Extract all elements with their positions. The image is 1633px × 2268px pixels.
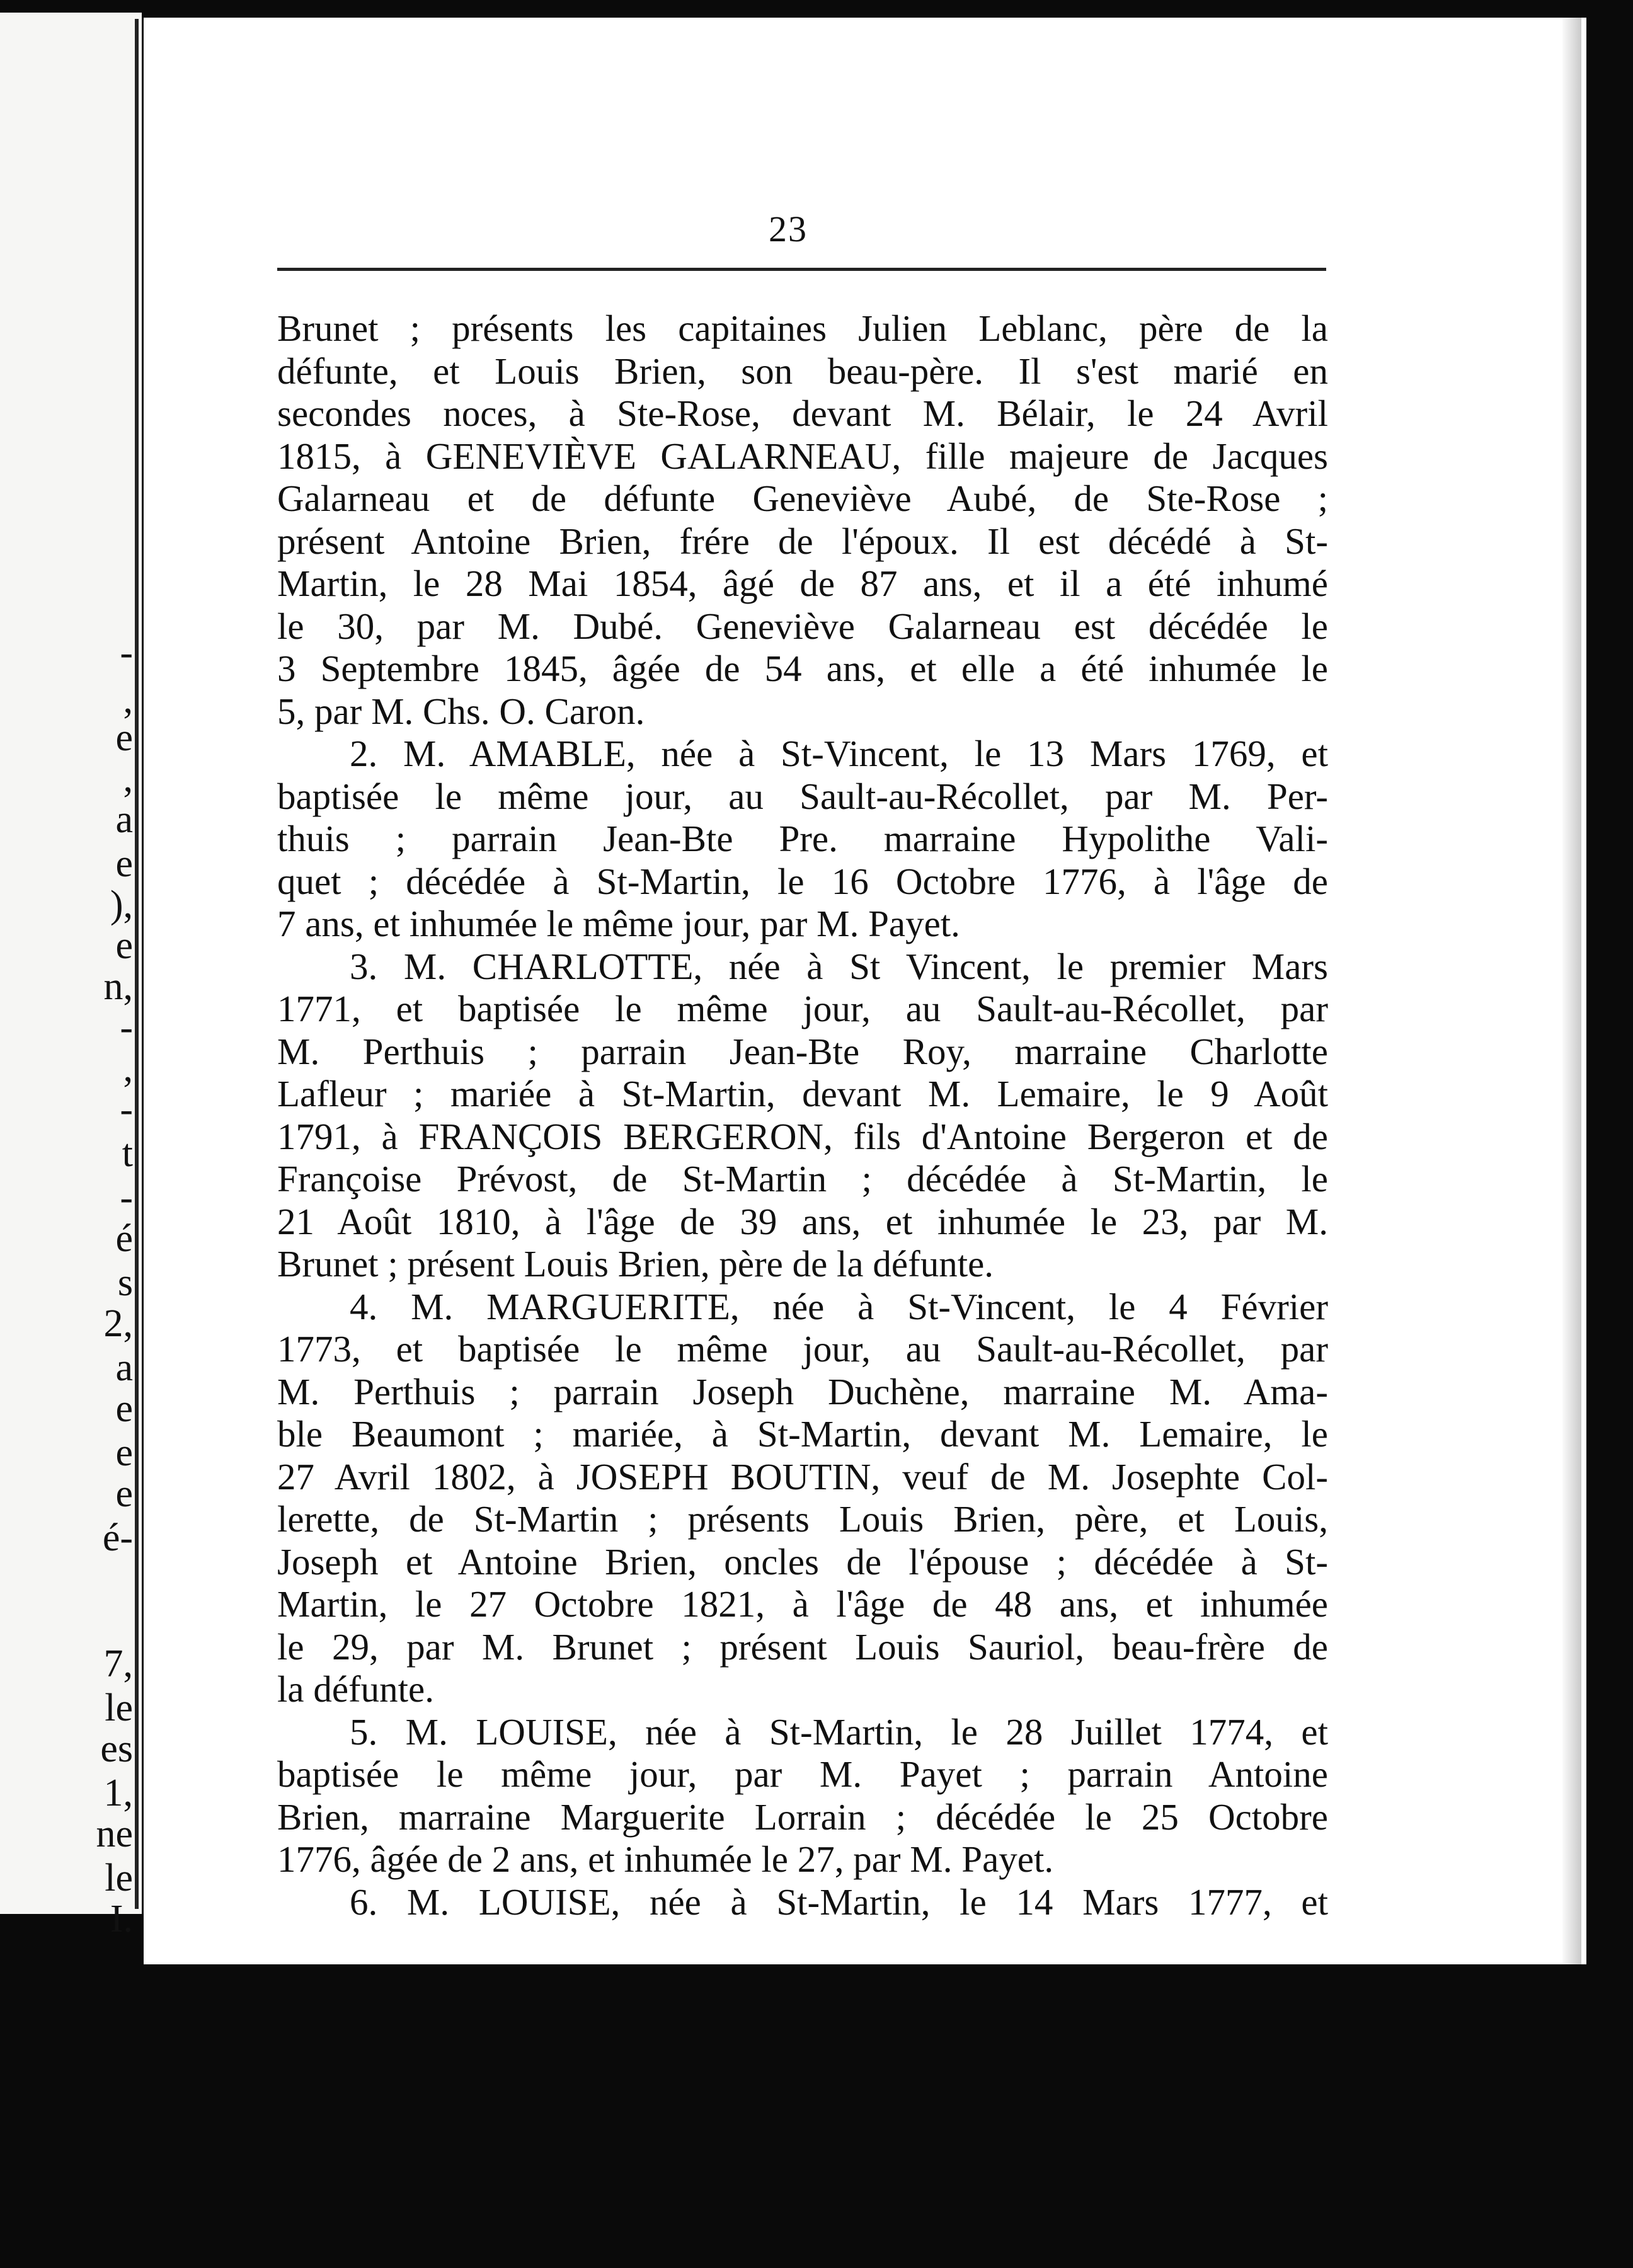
text-line: Galarneau et de défunte Geneviève Aubé, de Ste-Rose ; <box>277 478 1328 519</box>
margin-fragment: e <box>115 924 133 967</box>
text-line: lerette, de St-Martin ; présents Louis Brien, père, et Louis, <box>277 1498 1328 1540</box>
text-line: 5. M. LOUISE, née à St-Martin, le 28 Juillet 1774, et <box>350 1710 1328 1753</box>
text-line: Joseph et Antoine Brien, oncles de l'épouse ; décédée à St- <box>277 1540 1328 1583</box>
margin-fragment: é <box>115 1217 133 1260</box>
text-line: secondes noces, à Ste-Rose, devant M. Bélair, le 24 Avril <box>277 392 1328 434</box>
margin-fragment: , <box>123 757 133 800</box>
page-edge-shadow <box>1562 18 1581 1964</box>
margin-fragment: le <box>105 1857 133 1899</box>
margin-fragment: n, <box>103 965 133 1008</box>
text-line: Martin, le 28 Mai 1854, âgé de 87 ans, et il a été inhumé <box>277 563 1328 604</box>
text-line: le 29, par M. Brunet ; présent Louis Sauriol, beau-frère de <box>277 1625 1328 1668</box>
margin-fragment: le <box>105 1687 133 1729</box>
margin-fragment: a <box>115 1346 133 1389</box>
text-line: 6. M. LOUISE, née à St-Martin, le 14 Mars 1777, et <box>350 1881 1328 1923</box>
margin-fragment: 1, <box>103 1772 133 1814</box>
text-line: Lafleur ; mariée à St-Martin, devant M. Lemaire, le 9 Août <box>277 1073 1328 1114</box>
text-line: 1771, et baptisée le même jour, au Sault-au-Récollet, par <box>277 988 1328 1029</box>
text-line: 1791, à FRANÇOIS BERGERON, fils d'Antoine Bergeron et de <box>277 1115 1328 1157</box>
text-line: 7 ans, et inhumée le même jour, par M. Payet. <box>277 903 960 944</box>
text-line: présent Antoine Brien, frére de l'époux. Il est décédé à St- <box>277 520 1328 562</box>
text-line: Françoise Prévost, de St-Martin ; décédée à St-Martin, le <box>277 1158 1328 1200</box>
margin-fragment: a <box>115 798 133 841</box>
text-line: M. Perthuis ; parrain Joseph Duchène, marraine M. Ama- <box>277 1370 1328 1412</box>
text-line: 1776, âgée de 2 ans, et inhumée le 27, par M. Payet. <box>277 1838 1054 1880</box>
margin-fragment: e <box>115 1387 133 1430</box>
text-line: Brunet ; présents les capitaines Julien Leblanc, père de la <box>277 307 1328 349</box>
text-line: baptisée le même jour, par M. Payet ; parrain Antoine <box>277 1753 1328 1795</box>
margin-fragment: - <box>120 1088 133 1131</box>
margin-fragment: e <box>115 1431 133 1474</box>
margin-fragment: e <box>115 1472 133 1515</box>
text-line: Brien, marraine Marguerite Lorrain ; décédée le 25 Octobre <box>277 1796 1328 1838</box>
margin-fragment: es <box>100 1727 133 1770</box>
margin-fragment: ), <box>110 883 133 926</box>
margin-fragment: , <box>123 1047 133 1090</box>
margin-fragment: - <box>120 1006 133 1049</box>
text-line: quet ; décédée à St-Martin, le 16 Octobre 1776, à l'âge de <box>277 860 1328 902</box>
facing-page-left <box>0 13 142 1940</box>
book-gutter <box>135 19 139 1909</box>
text-line: défunte, et Louis Brien, son beau-père. Il s'est marié en <box>277 350 1328 392</box>
margin-fragment: ne <box>96 1813 133 1855</box>
text-line: 3 Septembre 1845, âgée de 54 ans, et elle a été inhumée le <box>277 648 1328 689</box>
text-line: 4. M. MARGUERITE, née à St-Vincent, le 4 Février <box>350 1285 1328 1327</box>
text-line: 1815, à GENEVIÈVE GALARNEAU, fille majeure de Jacques <box>277 435 1328 477</box>
text-line: baptisée le même jour, au Sault-au-Récollet, par M. Per- <box>277 775 1328 817</box>
text-line: M. Perthuis ; parrain Jean-Bte Roy, marraine Charlotte <box>277 1030 1328 1072</box>
margin-fragment: 7, <box>103 1642 133 1685</box>
text-line: 1773, et baptisée le même jour, au Sault-au-Récollet, par <box>277 1328 1328 1370</box>
margin-fragment: - <box>120 1176 133 1219</box>
text-line: ble Beaumont ; mariée, à St-Martin, devant M. Lemaire, le <box>277 1413 1328 1455</box>
text-line: Brunet ; présent Louis Brien, père de la défunte. <box>277 1243 994 1285</box>
text-line: Martin, le 27 Octobre 1821, à l'âge de 48 ans, et inhumée <box>277 1583 1328 1625</box>
margin-fragment: 2, <box>103 1302 133 1345</box>
margin-fragment: é- <box>102 1516 133 1559</box>
text-line: 3. M. CHARLOTTE, née à St Vincent, le premier Mars <box>350 945 1328 987</box>
text-line: 5, par M. Chs. O. Caron. <box>277 690 645 732</box>
text-line: thuis ; parrain Jean-Bte Pre. marraine Hypolithe Vali- <box>277 818 1328 859</box>
text-line: 21 Août 1810, à l'âge de 39 ans, et inhumée le 23, par M. <box>277 1200 1328 1242</box>
text-line: la défunte. <box>277 1668 434 1710</box>
page-number: 23 <box>769 209 808 249</box>
margin-fragment: s <box>117 1261 133 1304</box>
page-body <box>277 307 1328 1923</box>
text-line: 27 Avril 1802, à JOSEPH BOUTIN, veuf de M. Josephte Col- <box>277 1455 1328 1498</box>
facing-page-text-fragments <box>0 13 142 1940</box>
margin-fragment: e <box>115 716 133 759</box>
text-line: le 30, par M. Dubé. Geneviève Galarneau est décédée le <box>277 605 1328 647</box>
margin-fragment: , <box>123 679 133 721</box>
margin-fragment: t <box>122 1132 133 1175</box>
text-line: 2. M. AMABLE, née à St-Vincent, le 13 Mars 1769, et <box>350 733 1328 774</box>
margin-fragment: e <box>115 842 133 885</box>
header-rule <box>277 268 1326 271</box>
margin-fragment: I. <box>110 1898 133 1940</box>
margin-fragment: - <box>120 631 133 674</box>
